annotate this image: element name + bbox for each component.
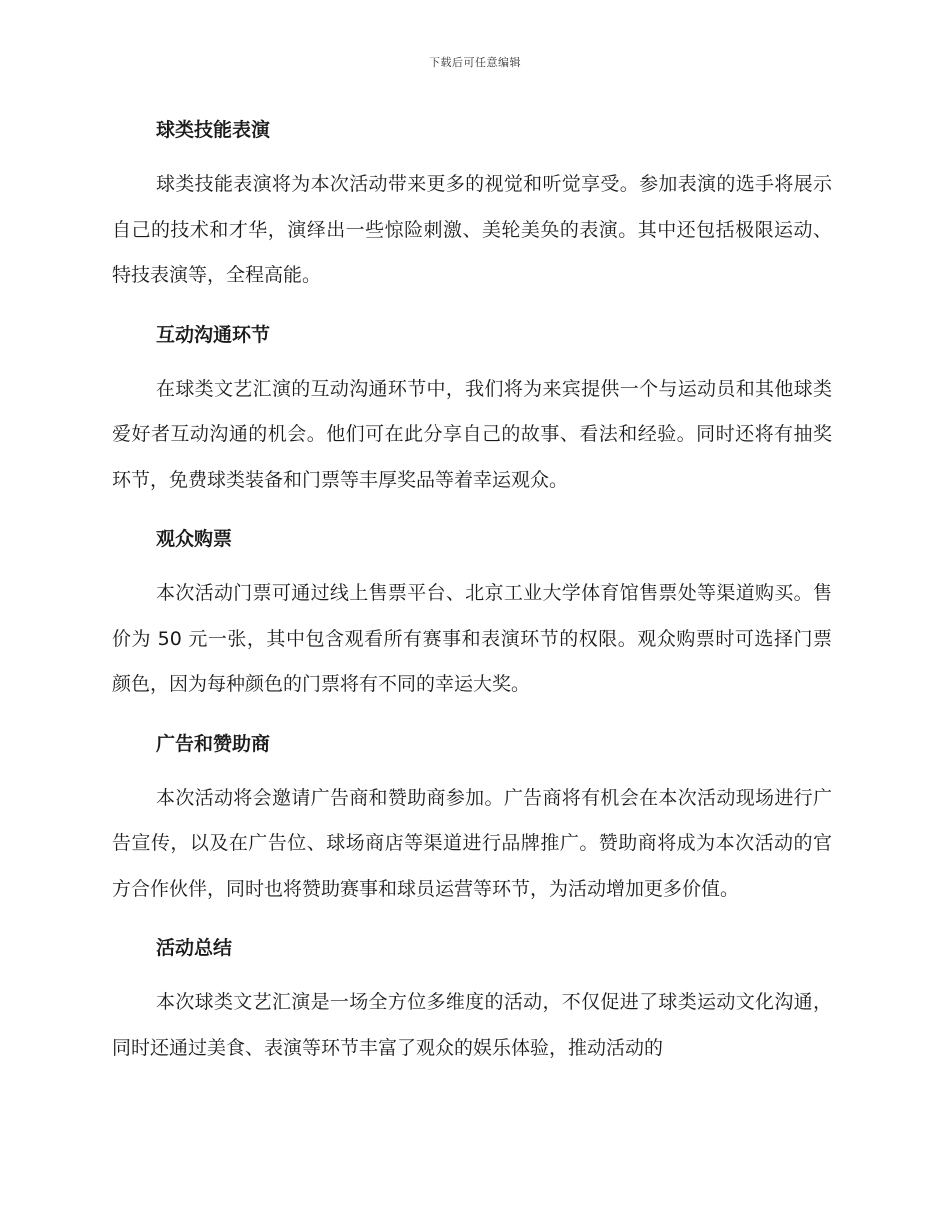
section-sponsors bbox=[112, 724, 832, 913]
section-title: 球类技能表演 bbox=[156, 119, 271, 141]
section-paragraph: 在球类文艺汇演的互动沟通环节中，我们将为来宾提供一个与运动员和其他球类爱好者互动沟通的机会。他们可在此分享自己的故事、看法和经验。同时还将有抽奖环节，免费球类装备和门票等丰厚奖品等着幸运观众。 bbox=[112, 377, 832, 491]
page-header-note: 下载后可任意编辑 bbox=[429, 56, 521, 69]
section-title: 互动沟通环节 bbox=[156, 323, 271, 346]
section-paragraph: 球类技能表演将为本次活动带来更多的视觉和听觉享受。参加表演的选手将展示自己的技术和才华，演绎出一些惊险刺激、美轮美奂的表演。其中还包括极限运动、特技表演等，全程高能。 bbox=[112, 173, 832, 286]
section-paragraph: 本次球类文艺汇演是一场全方位多维度的活动，不仅促进了球类运动文化沟通，同时还通过美食、表演等环节丰富了观众的娱乐体验，推动活动的 bbox=[112, 991, 832, 1059]
document-body bbox=[112, 110, 832, 1087]
section-summary bbox=[112, 928, 832, 1071]
section-title: 观众购票 bbox=[156, 528, 233, 550]
section-title: 广告和赞助商 bbox=[156, 732, 271, 755]
section-paragraph: 本次活动将会邀请广告商和赞助商参加。广告商将有机会在本次活动现场进行广告宣传，以及在广告位、球场商店等渠道进行品牌推广。赞助商将成为本次活动的官方合作伙伴，同时也将赞助赛事和球员运营等环节，为活动增加更多价值。 bbox=[112, 786, 832, 900]
section-paragraph: 本次活动门票可通过线上售票平台、北京工业大学体育馆售票处等渠道购买。售价为 50 元一张，其中包含观看所有赛事和表演环节的权限。观众购票时可选择门票颜色，因为每种颜色的门票将有不同的幸运大奖。 bbox=[112, 582, 832, 695]
section-ball-skills bbox=[112, 110, 832, 299]
section-interaction bbox=[112, 315, 832, 504]
section-title: 活动总结 bbox=[156, 937, 233, 959]
section-tickets bbox=[112, 519, 832, 708]
